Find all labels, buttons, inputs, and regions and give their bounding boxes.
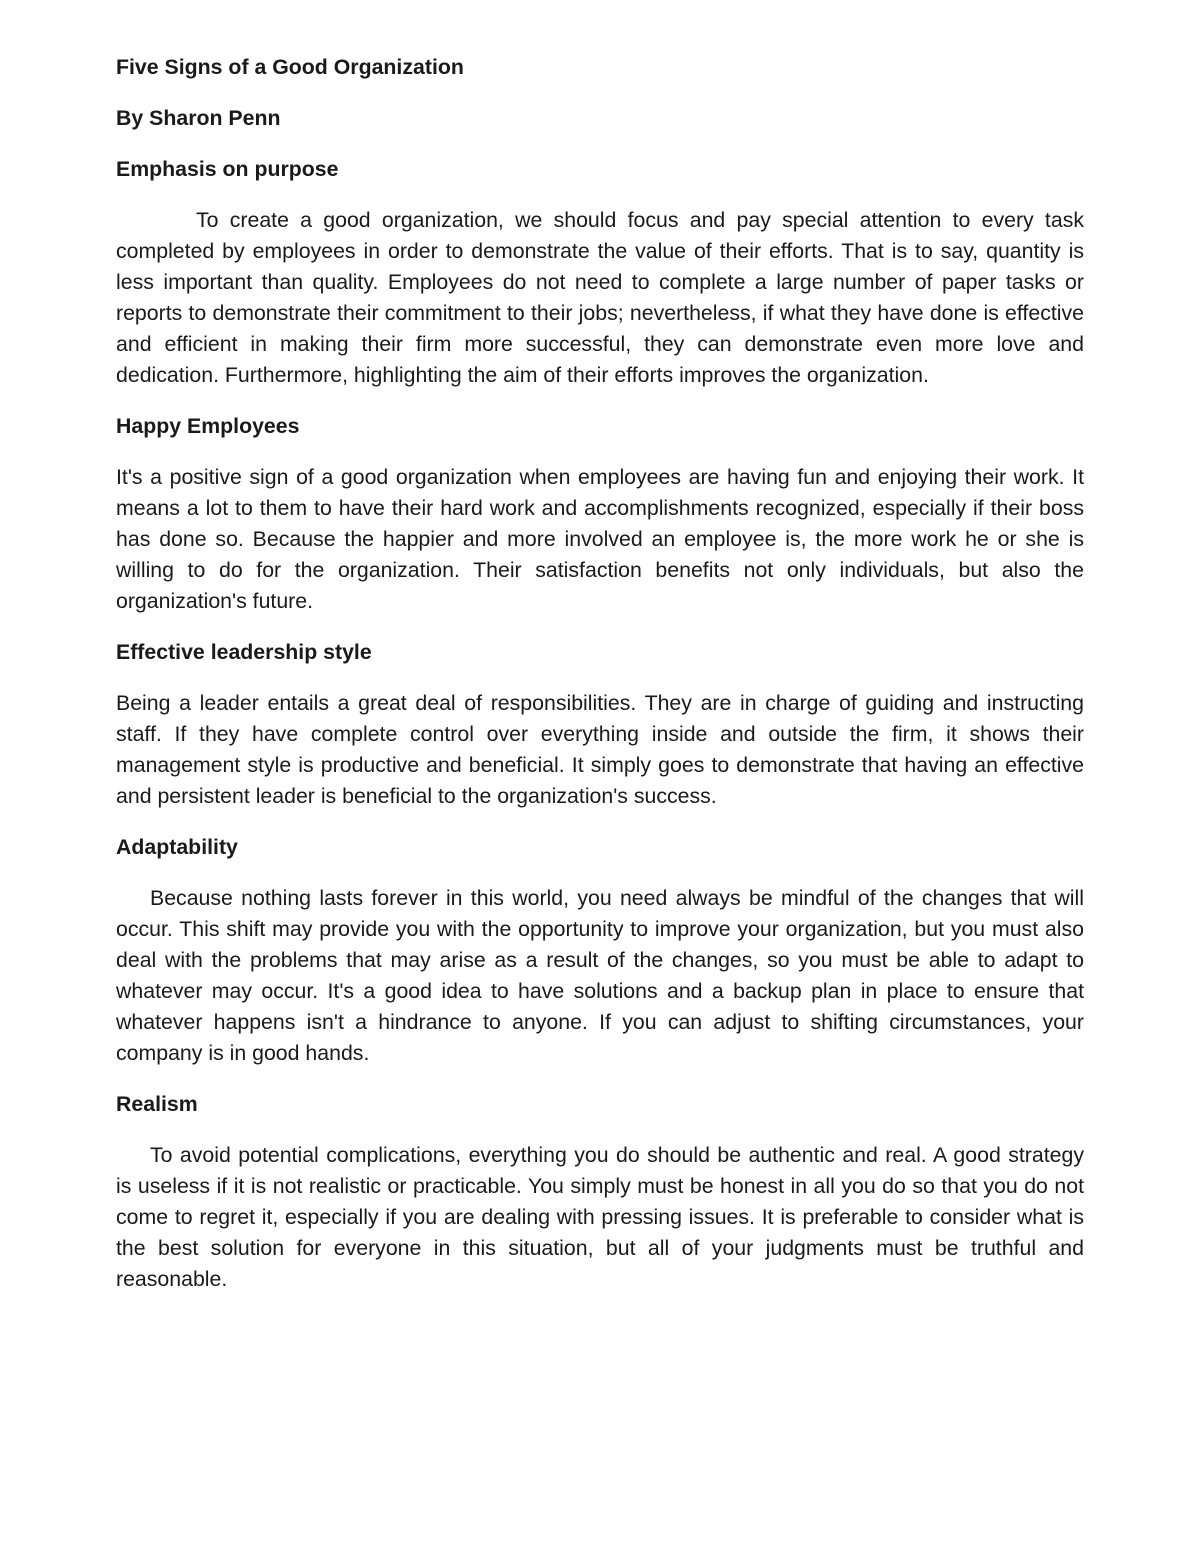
section-body-happy-employees: It's a positive sign of a good organization when employees are having fun and enjoying their work. It means a lot to them to have their hard work and accomplishments recognized, especially if their boss has done so. Because the happier and more involved an employee is, the more work he or she is willing to do for the organization. Their satisfaction benefits not only individuals, but also the organization's future.	[116, 465, 1084, 613]
section-heading-adaptability: Adaptability	[116, 835, 238, 859]
section-heading-purpose: Emphasis on purpose	[116, 157, 339, 181]
section-heading-happy-employees: Happy Employees	[116, 414, 300, 438]
section-heading-leadership: Effective leadership style	[116, 640, 372, 664]
document-byline: By Sharon Penn	[116, 106, 281, 130]
document-page	[116, 52, 1084, 1315]
section-body-adaptability: Because nothing lasts forever in this world, you need always be mindful of the changes that will occur. This shift may provide you with the opportunity to improve your organization, but you must also deal with the problems that may arise as a result of the changes, so you must be able to adapt to whatever may occur. It's a good idea to have solutions and a backup plan in place to ensure that whatever happens isn't a hindrance to anyone. If you can adjust to shifting circumstances, your company is in good hands.	[116, 886, 1084, 1065]
section-body-purpose: To create a good organization, we should focus and pay special attention to every task completed by employees in order to demonstrate the value of their efforts. That is to say, quantity is less important than quality. Employees do not need to complete a large number of paper tasks or reports to demonstrate their commitment to their jobs; nevertheless, if what they have done is effective and efficient in making their firm more successful, they can demonstrate even more love and dedication. Furthermore, highlighting the aim of their efforts improves the organization.	[116, 208, 1084, 387]
section-body-leadership: Being a leader entails a great deal of responsibilities. They are in charge of guiding and instructing staff. If they have complete control over everything inside and outside the firm, it shows their management style is productive and beneficial. It simply goes to demonstrate that having an effective and persistent leader is beneficial to the organization's success.	[116, 691, 1084, 808]
section-body-realism: To avoid potential complications, everything you do should be authentic and real. A good strategy is useless if it is not realistic or practicable. You simply must be honest in all you do so that you do not come to regret it, especially if you are dealing with pressing issues. It is preferable to consider what is the best solution for everyone in this situation, but all of your judgments must be truthful and reasonable.	[116, 1143, 1084, 1291]
section-heading-realism: Realism	[116, 1092, 198, 1116]
document-title: Five Signs of a Good Organization	[116, 55, 464, 79]
